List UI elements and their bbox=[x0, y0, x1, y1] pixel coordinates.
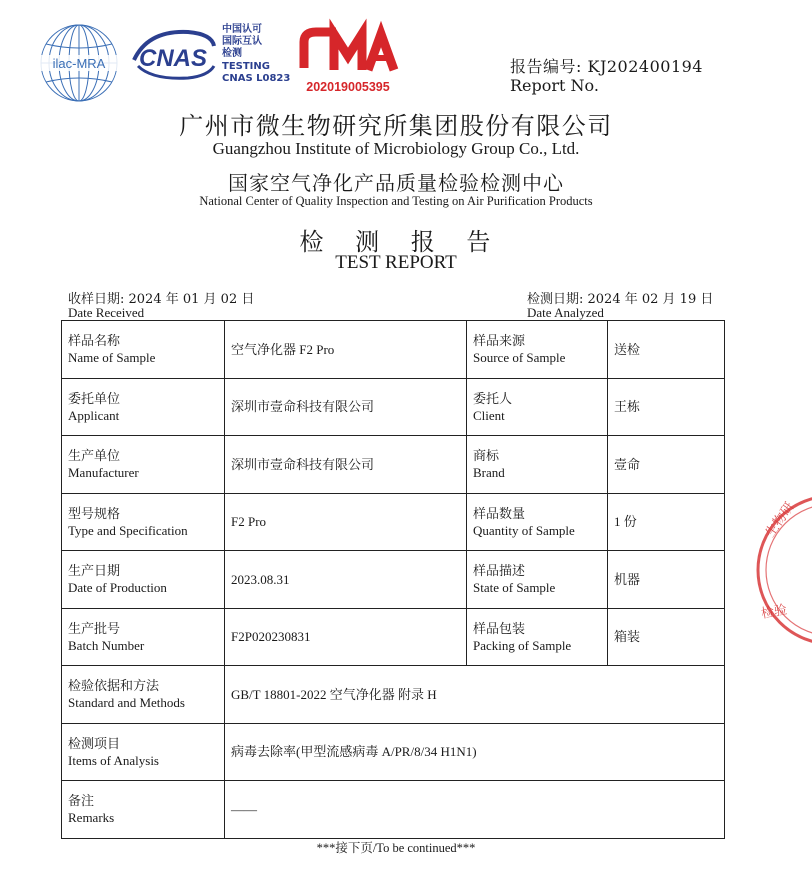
stamp-text-bottom: 检验 bbox=[760, 602, 789, 622]
left-label-en: Type and Specification bbox=[68, 522, 188, 538]
cnas-accreditation-note: 中国认可 国际互认 检测 TESTING CNAS L0823 bbox=[222, 24, 291, 84]
table-row bbox=[62, 781, 725, 839]
table-row bbox=[62, 723, 725, 781]
left-label-cn: 生产日期 bbox=[68, 563, 121, 579]
left-label-cn: 检测项目 bbox=[68, 735, 121, 751]
table-row bbox=[62, 321, 725, 379]
report-title-cn: 检 测 报 告 bbox=[299, 228, 503, 256]
center-name-cn: 国家空气净化产品质量检验检测中心 bbox=[228, 171, 564, 195]
left-value: F2 Pro bbox=[225, 493, 467, 551]
right-value: 王栋 bbox=[608, 378, 725, 436]
left-label-en: Standard and Methods bbox=[68, 695, 185, 711]
left-label bbox=[62, 608, 225, 666]
right-label-en: Source of Sample bbox=[473, 350, 566, 366]
table-row bbox=[62, 436, 725, 494]
cnas-logo bbox=[128, 26, 218, 84]
left-label-cn: 委托单位 bbox=[68, 390, 121, 406]
right-label-en: State of Sample bbox=[473, 580, 556, 596]
left-value: 2023.08.31 bbox=[225, 551, 467, 609]
left-value: 空气净化器 F2 Pro bbox=[225, 321, 467, 379]
left-value: 深圳市壹命科技有限公司 bbox=[225, 436, 467, 494]
wide-value: —— bbox=[225, 781, 725, 839]
ilac-text: ilac-MRA bbox=[52, 56, 106, 71]
right-label bbox=[467, 436, 608, 494]
right-label-en: Packing of Sample bbox=[473, 637, 572, 653]
left-label-en: Manufacturer bbox=[68, 465, 139, 481]
left-label bbox=[62, 723, 225, 781]
date-received-cn: 收样日期: 2024 年 01 月 02 日 bbox=[68, 292, 255, 307]
left-label bbox=[62, 321, 225, 379]
report-info-table bbox=[61, 320, 725, 839]
right-label-cn: 委托人 bbox=[473, 390, 513, 406]
right-label bbox=[467, 608, 608, 666]
left-label-cn: 样品名称 bbox=[68, 333, 121, 349]
left-label-cn: 备注 bbox=[68, 793, 95, 809]
date-analyzed-en: Date Analyzed bbox=[527, 305, 604, 320]
organization-name-en: Guangzhou Institute of Microbiology Group Co., Ltd. bbox=[212, 139, 580, 158]
right-value: 送检 bbox=[608, 321, 725, 379]
center-name-en: National Center of Quality Inspection and Testing on Air Purification Products bbox=[199, 194, 593, 208]
left-label-en: Remarks bbox=[68, 810, 115, 826]
right-value: 箱装 bbox=[608, 608, 725, 666]
date-received-en: Date Received bbox=[68, 305, 145, 320]
report-number-label: 报告编号: bbox=[510, 57, 582, 76]
right-label-cn: 样品包装 bbox=[473, 620, 526, 636]
official-seal-stamp bbox=[752, 490, 812, 650]
right-value: 壹命 bbox=[608, 436, 725, 494]
right-label bbox=[467, 378, 608, 436]
left-label-en: Applicant bbox=[68, 407, 120, 423]
left-label-cn: 生产批号 bbox=[68, 620, 121, 636]
right-label bbox=[467, 551, 608, 609]
left-label bbox=[62, 493, 225, 551]
cma-logo bbox=[298, 26, 398, 94]
report-title-en: TEST REPORT bbox=[335, 252, 457, 273]
right-label bbox=[467, 321, 608, 379]
right-value: 机器 bbox=[608, 551, 725, 609]
right-label-en: Client bbox=[473, 407, 505, 423]
right-label bbox=[467, 493, 608, 551]
stamp-text-top: 生物研 bbox=[762, 499, 798, 541]
left-value: 深圳市壹命科技有限公司 bbox=[225, 378, 467, 436]
right-label-en: Brand bbox=[473, 465, 505, 481]
right-value: 1 份 bbox=[608, 493, 725, 551]
right-label-cn: 样品来源 bbox=[473, 333, 526, 349]
left-label bbox=[62, 378, 225, 436]
right-label-cn: 商标 bbox=[473, 448, 500, 464]
left-label bbox=[62, 666, 225, 724]
cnas-text: CNAS bbox=[138, 45, 208, 72]
table-row bbox=[62, 608, 725, 666]
table-row bbox=[62, 551, 725, 609]
left-label bbox=[62, 551, 225, 609]
left-label-en: Items of Analysis bbox=[68, 752, 159, 768]
left-value: F2P020230831 bbox=[225, 608, 467, 666]
left-label-en: Name of Sample bbox=[68, 350, 156, 366]
left-label-cn: 型号规格 bbox=[68, 505, 121, 521]
cma-number: 202019005395 bbox=[306, 80, 390, 94]
ilac-mra-logo bbox=[38, 22, 120, 104]
left-label-cn: 检验依据和方法 bbox=[68, 678, 160, 694]
report-number-label-en: Report No. bbox=[510, 76, 599, 95]
right-label-cn: 样品数量 bbox=[473, 505, 526, 521]
report-number-value: KJ202400194 bbox=[587, 57, 703, 76]
left-label bbox=[62, 436, 225, 494]
left-label-cn: 生产单位 bbox=[68, 448, 121, 464]
report-number bbox=[510, 54, 703, 77]
date-analyzed-cn: 检测日期: 2024 年 02 月 19 日 bbox=[527, 292, 714, 307]
right-label-en: Quantity of Sample bbox=[473, 522, 575, 538]
wide-value: 病毒去除率(甲型流感病毒 A/PR/8/34 H1N1) bbox=[225, 723, 725, 781]
table-row bbox=[62, 378, 725, 436]
table-row bbox=[62, 493, 725, 551]
table-row bbox=[62, 666, 725, 724]
left-label-en: Batch Number bbox=[68, 637, 145, 653]
wide-value: GB/T 18801-2022 空气净化器 附录 H bbox=[225, 666, 725, 724]
organization-name-cn: 广州市微生物研究所集团股份有限公司 bbox=[179, 112, 613, 140]
continued-note: ***接下页/To be continued*** bbox=[316, 841, 476, 855]
left-label-en: Date of Production bbox=[68, 580, 167, 596]
left-label bbox=[62, 781, 225, 839]
right-label-cn: 样品描述 bbox=[473, 563, 526, 579]
